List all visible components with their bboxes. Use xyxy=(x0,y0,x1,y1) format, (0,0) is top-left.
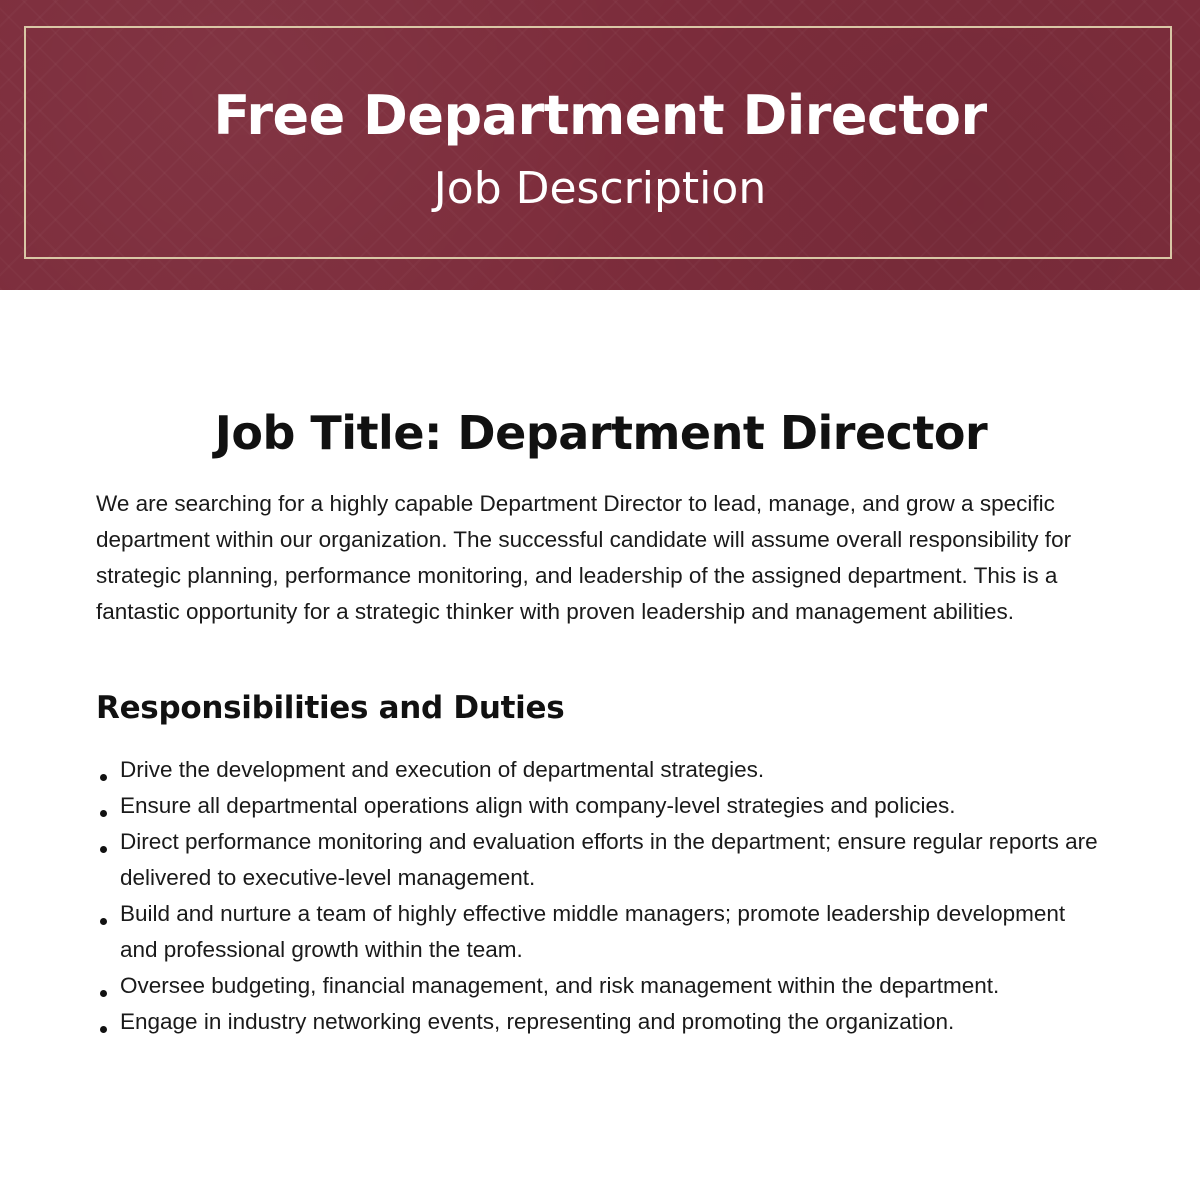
intro-paragraph: We are searching for a highly capable Department Director to lead, manage, and grow a specific department within our organization. The successful candidate will assume overall responsibility for strategic planning, performance monitoring, and leadership of the assigned department. This is a fantastic opportunity for a strategic thinker with proven leadership and management abilities. xyxy=(96,491,1072,624)
banner-subtitle: Job Description xyxy=(433,163,767,214)
banner-title: Free Department Director xyxy=(213,84,987,147)
responsibilities-list xyxy=(96,752,1106,1040)
bullet-icon xyxy=(100,846,107,853)
list-item-text: Drive the development and execution of departmental strategies. xyxy=(120,757,765,782)
bullet-icon xyxy=(100,1026,107,1033)
list-item xyxy=(96,788,1106,824)
job-title-heading: Job Title: Department Director xyxy=(214,406,988,460)
list-item-text: Ensure all departmental operations align with company-level strategies and policies. xyxy=(120,793,956,818)
list-item-text: Direct performance monitoring and evaluation efforts in the department; ensure regular reports are delivered to executive-level management. xyxy=(120,829,1098,890)
list-item xyxy=(96,752,1106,788)
document-body xyxy=(96,402,1106,1040)
list-item-text: Engage in industry networking events, representing and promoting the organization. xyxy=(120,1009,955,1034)
bullet-icon xyxy=(100,918,107,925)
list-item-text: Build and nurture a team of highly effective middle managers; promote leadership development and professional growth within the team. xyxy=(120,901,1066,962)
list-item xyxy=(96,824,1106,896)
list-item xyxy=(96,968,1106,1004)
list-item-text: Oversee budgeting, financial management, and risk management within the department. xyxy=(120,973,1000,998)
bullet-icon xyxy=(100,990,107,997)
list-item xyxy=(96,896,1106,968)
list-item xyxy=(96,1004,1106,1040)
header-banner xyxy=(0,0,1200,290)
bullet-icon xyxy=(100,774,107,781)
responsibilities-heading: Responsibilities and Duties xyxy=(96,690,565,726)
bullet-icon xyxy=(100,810,107,817)
